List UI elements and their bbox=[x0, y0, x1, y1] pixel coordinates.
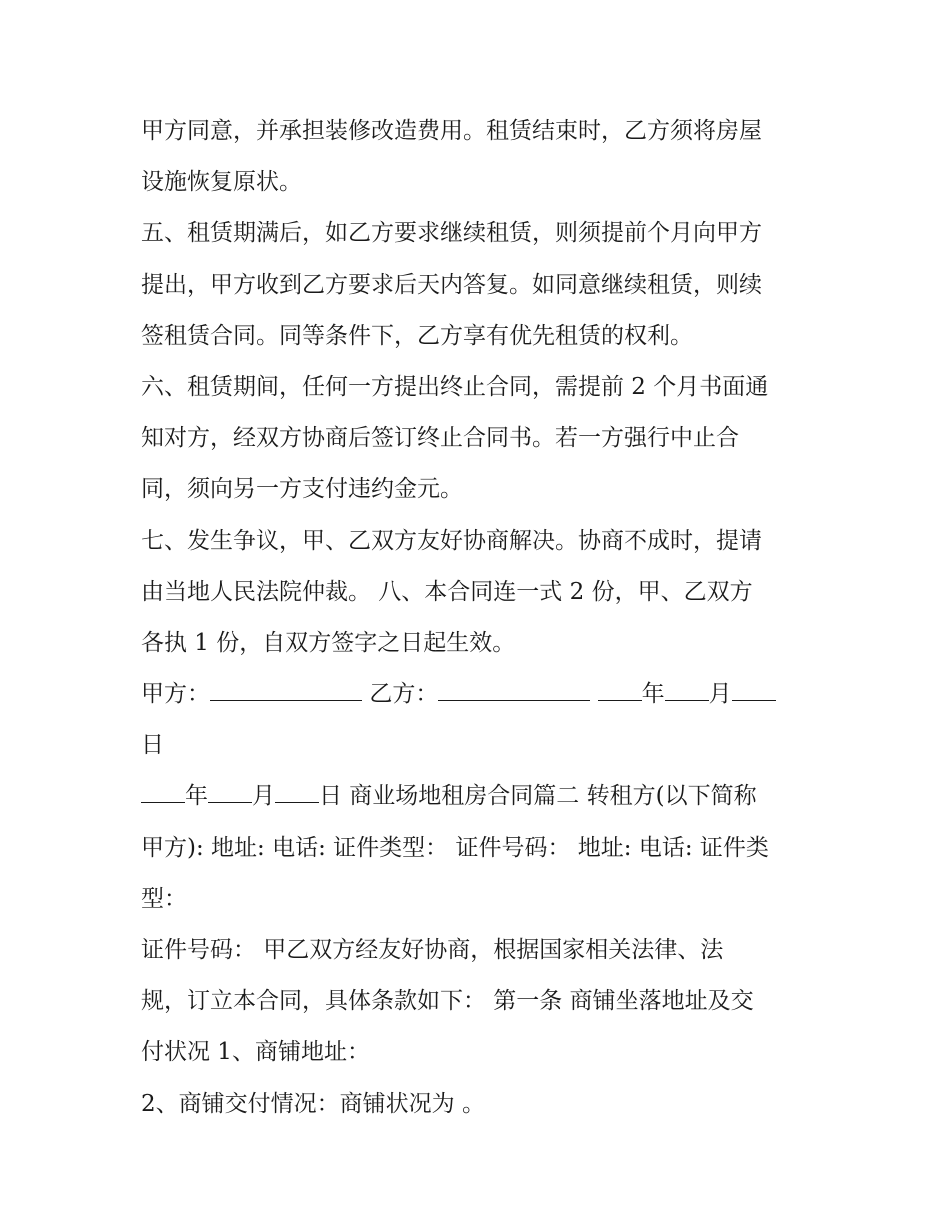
party-a-label: 甲方： bbox=[141, 681, 210, 708]
paragraph-line: 五、租赁期满后，如乙方要求继续租赁，则须提前个月向甲方 bbox=[141, 220, 762, 247]
party-a-signature-blank bbox=[210, 678, 362, 701]
month-blank bbox=[208, 780, 252, 803]
year-label: 年 bbox=[185, 783, 208, 810]
paragraph-line: 七、发生争议，甲、乙双方友好协商解决。协商不成时，提请 bbox=[141, 527, 762, 554]
paragraph-line: 各执 1 份，自双方签字之日起生效。 bbox=[141, 629, 516, 656]
party-b-label: 乙方： bbox=[369, 681, 439, 708]
paragraph-line: 同，须向另一方支付违约金元。 bbox=[141, 476, 463, 503]
paragraph-line: 设施恢复原状。 bbox=[141, 169, 302, 196]
paragraph-line: 甲方): 地址: 电话: 证件类型： 证件号码： 地址: 电话: 证件类 bbox=[141, 834, 769, 861]
document-body bbox=[141, 106, 821, 1130]
date-line bbox=[141, 771, 821, 822]
month-label: 月 bbox=[708, 681, 732, 708]
paragraph-line: 由当地人民法院仲裁。 八、本合同连一式 2 份，甲、乙双方 bbox=[141, 578, 753, 605]
paragraph-line: 证件号码： 甲乙双方经友好协商，根据国家相关法律、法 bbox=[141, 937, 724, 963]
year-blank bbox=[141, 780, 185, 803]
signature-row bbox=[141, 669, 821, 720]
paragraph-line: 六、租赁期间，任何一方提出终止合同，需提前 2 个月书面通 bbox=[141, 373, 769, 400]
paragraph-line: 知对方，经双方协商后签订终止合同书。若一方强行中止合 bbox=[141, 425, 739, 452]
year-label: 年 bbox=[641, 681, 665, 708]
paragraph-line: 签租赁合同。同等条件下，乙方享有优先租赁的权利。 bbox=[141, 322, 693, 349]
paragraph-line: 提出，甲方收到乙方要求后天内答复。如同意继续租赁，则续 bbox=[141, 271, 762, 298]
day-blank bbox=[732, 678, 776, 701]
paragraph-line: 规，订立本合同，具体条款如下： 第一条 商铺坐落地址及交 bbox=[141, 988, 754, 1015]
day-blank bbox=[275, 780, 319, 803]
month-label: 月 bbox=[252, 783, 275, 810]
paragraph-line: 型： bbox=[141, 885, 187, 912]
paragraph-line: 2、商铺交付情况：商铺状况为 。 bbox=[141, 1090, 485, 1117]
paragraph-line: 甲方同意，并承担装修改造费用。租赁结束时，乙方须将房屋 bbox=[141, 118, 762, 144]
party-b-signature-blank bbox=[438, 678, 590, 701]
day-label-line: 日 bbox=[141, 732, 164, 759]
month-blank bbox=[665, 678, 709, 701]
year-blank bbox=[598, 678, 642, 701]
date-line-text: 日 商业场地租房合同篇二 转租方(以下简称 bbox=[319, 783, 757, 810]
paragraph-line: 付状况 1、商铺地址： bbox=[141, 1039, 370, 1066]
